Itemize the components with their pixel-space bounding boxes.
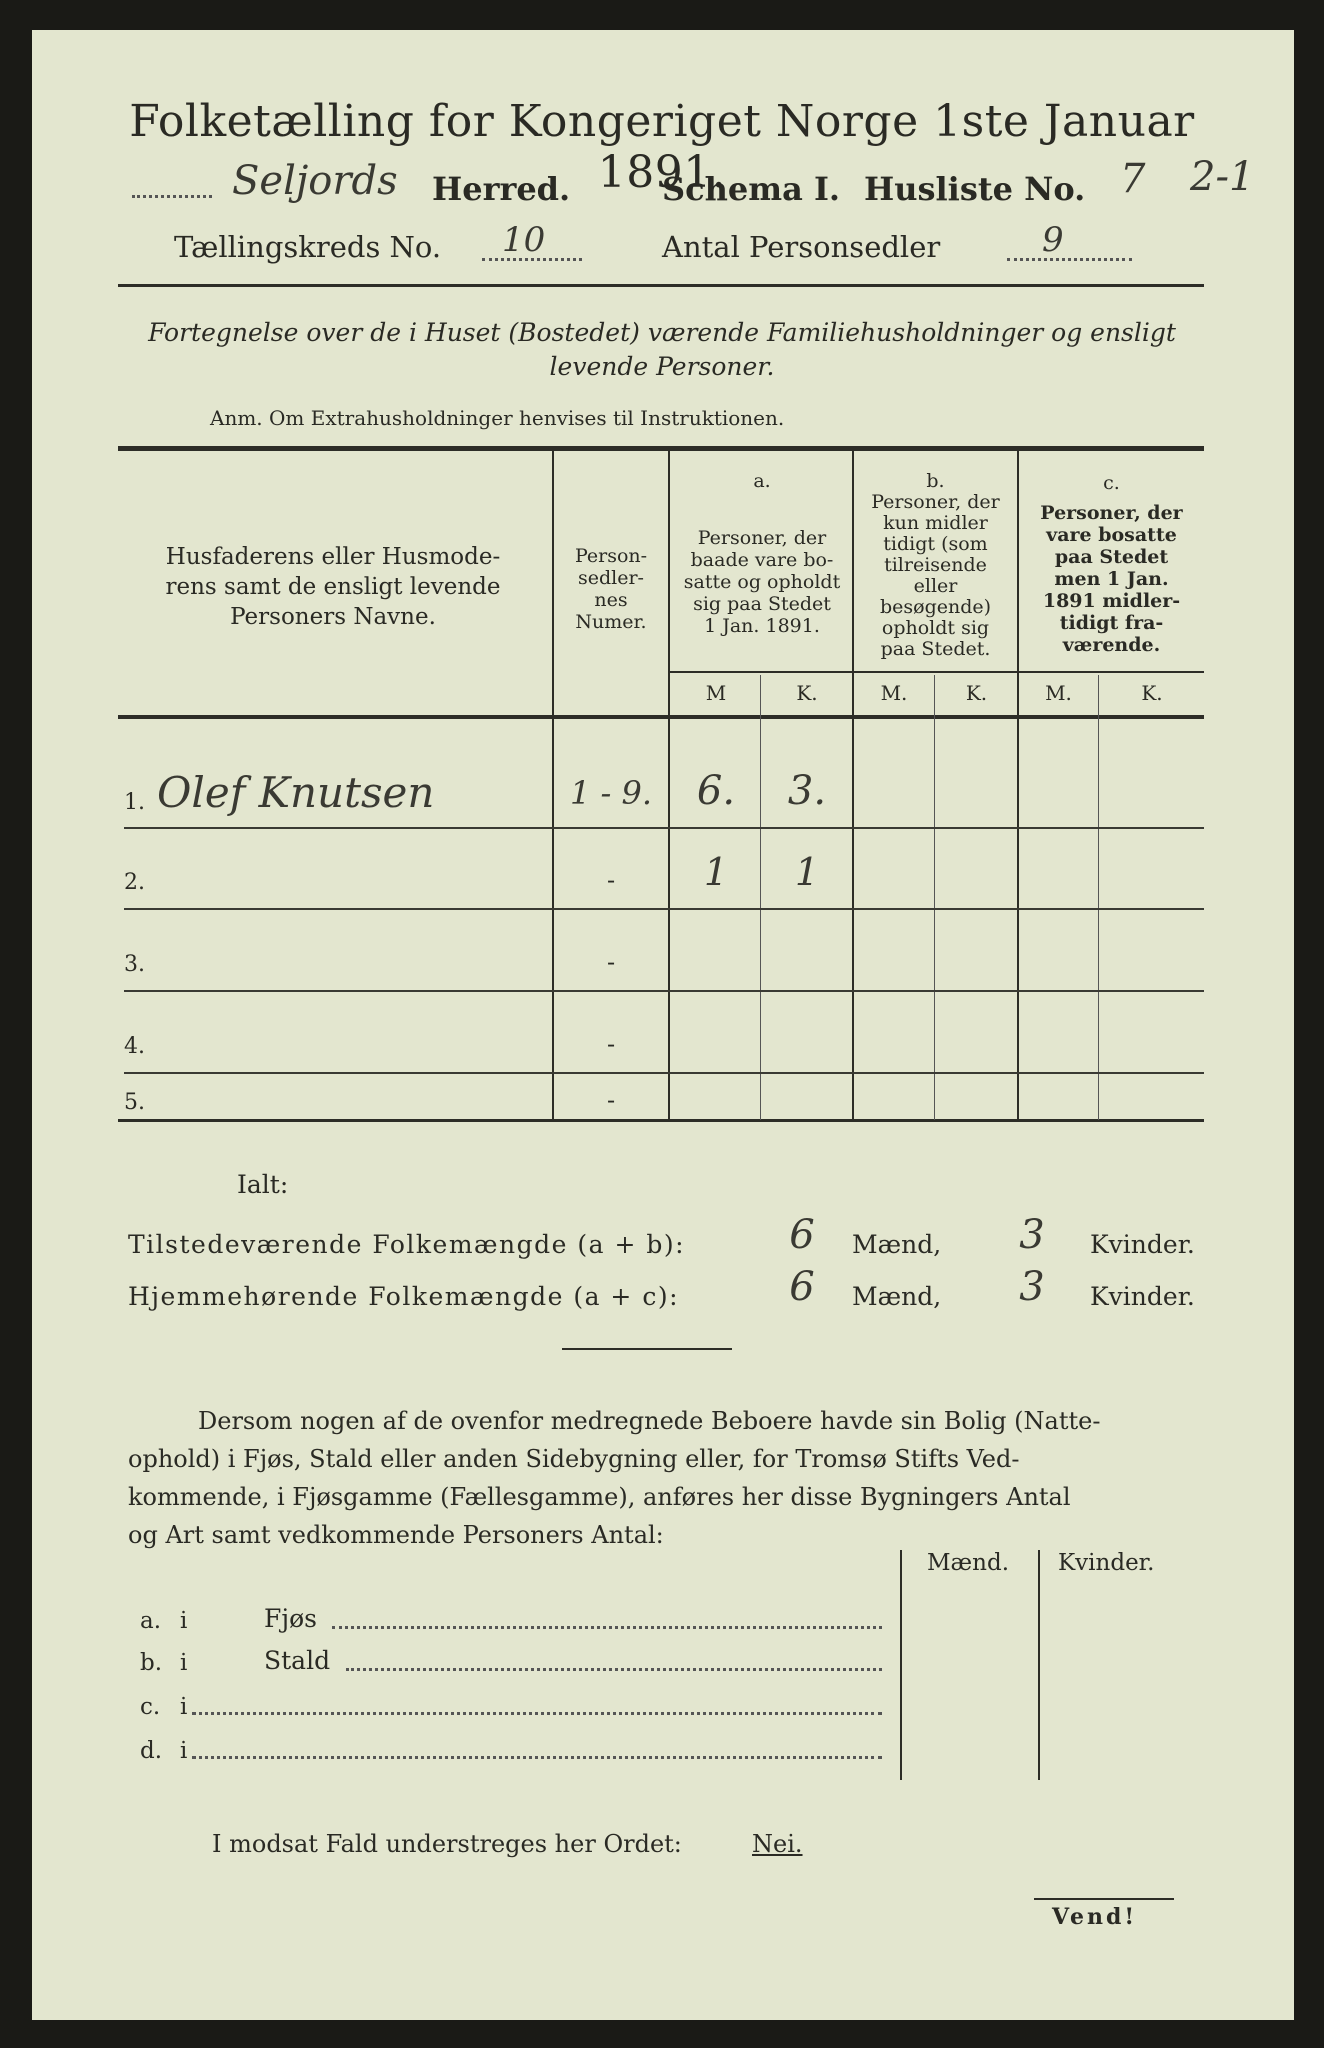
husliste-label: Husliste No. xyxy=(864,170,1086,208)
table-bottom-rule xyxy=(118,1119,1204,1122)
mk-b-m: M. xyxy=(880,681,908,705)
mk-b-k: K. xyxy=(965,681,988,705)
col-b-line2: kun midler xyxy=(883,512,988,534)
kreds-dotline xyxy=(482,258,582,261)
nei-instruction: I modsat Fald understreges her Ordet: xyxy=(212,1830,682,1858)
col-b-line1: Personer, der xyxy=(871,491,1000,513)
item-i: i xyxy=(180,1650,188,1676)
mk-c-m: M. xyxy=(1045,681,1072,705)
row-a-k: 1 xyxy=(794,850,820,894)
row-a-m: 6. xyxy=(696,768,736,814)
nei-word: Nei. xyxy=(752,1830,803,1858)
item-letter: c. xyxy=(140,1694,161,1720)
row-number: 2. xyxy=(124,870,145,895)
tilstede-maend-label: Mænd, xyxy=(852,1230,942,1259)
row-4-rule xyxy=(124,1072,1204,1074)
item-i: i xyxy=(180,1738,188,1764)
extra-col-maend: Mænd. xyxy=(927,1550,1010,1576)
col-numer-header xyxy=(554,545,668,633)
col-names-line3: Personers Navne. xyxy=(230,604,436,630)
husliste-value: 7 xyxy=(1120,156,1146,202)
row-3-rule xyxy=(124,990,1204,992)
col-c-line4: men 1 Jan. xyxy=(1054,568,1169,590)
row-1-rule xyxy=(124,827,1204,829)
item-label: Fjøs xyxy=(264,1604,317,1633)
col-b-line4: tilreisende xyxy=(884,554,987,576)
intro-line1: Fortegnelse over de i Huset (Bostedet) værende Familiehusholdninger og ensligt xyxy=(148,318,1176,347)
row-numer: 1 - 9. xyxy=(569,774,653,812)
col-names-header xyxy=(128,542,538,632)
col-numer-line3: nes xyxy=(594,589,628,611)
extra-col-divider-1 xyxy=(900,1550,902,1780)
tilstede-maend-value: 6 xyxy=(789,1212,815,1258)
col-b-letter: b. xyxy=(926,470,945,492)
anm-note: Anm. Om Extrahusholdninger henvises til Instruktionen. xyxy=(210,406,785,430)
col-a-letter: a. xyxy=(753,470,771,492)
item-i: i xyxy=(180,1608,188,1634)
col-c-line6: tidigt fra- xyxy=(1059,612,1164,634)
col-c-line1: Personer, der xyxy=(1040,502,1183,524)
row-number: 4. xyxy=(124,1034,145,1059)
mk-a-k: K. xyxy=(796,681,818,705)
mk-c-k: K. xyxy=(1141,681,1163,705)
para-line3: kommende, i Fjøsgamme (Fællesgamme), anføres her disse Bygningers Antal xyxy=(128,1483,1071,1511)
hjemme-maend-label: Mænd, xyxy=(852,1282,942,1311)
col-a-header xyxy=(672,527,852,637)
col-c-line7: værende. xyxy=(1062,634,1161,656)
form-title: Folketælling for Kongeriget Norge 1ste Januar 1891. xyxy=(129,96,1195,198)
vend-rule xyxy=(1034,1898,1174,1900)
col-b-line8: paa Stedet. xyxy=(880,638,991,660)
col-c-line2: vare bosatte xyxy=(1046,524,1177,546)
hjemme-label: Hjemmehørende Folkemængde (a + c): xyxy=(128,1282,679,1311)
para-line4: og Art samt vedkommende Personers Antal: xyxy=(128,1521,664,1549)
row-numer: - xyxy=(606,866,616,894)
item-letter: d. xyxy=(140,1738,163,1764)
tilstede-kvinder-label: Kvinder. xyxy=(1090,1230,1195,1259)
kreds-value: 10 xyxy=(502,220,546,260)
col-a-line2: baade vare bo- xyxy=(690,549,834,571)
col-numer-line2: sedler- xyxy=(578,567,644,589)
row-name: Olef Knutsen xyxy=(157,768,435,817)
col-a-line4: sig paa Stedet xyxy=(693,593,831,615)
row-numer: - xyxy=(606,1086,616,1114)
col-c-header xyxy=(1019,502,1204,656)
col-names-line1: Husfaderens eller Husmode- xyxy=(165,544,501,570)
herred-label: Herred. xyxy=(432,170,571,208)
kreds-label: Tællingskreds No. xyxy=(174,230,442,264)
census-form-page xyxy=(32,30,1294,2020)
col-divider-2 xyxy=(668,450,670,1120)
col-b-line6: besøgende) xyxy=(879,596,992,618)
col-c-letter: c. xyxy=(1103,472,1120,494)
antal-value: 9 xyxy=(1042,220,1064,260)
row-numer: - xyxy=(606,1030,616,1058)
hjemme-kvinder-value: 3 xyxy=(1019,1264,1045,1310)
item-dotline xyxy=(192,1712,882,1715)
col-a-mk-divider xyxy=(760,675,761,1120)
item-label: Stald xyxy=(264,1646,331,1675)
para-line1: Dersom nogen af de ovenfor medregnede Beboere havde sin Bolig (Natte- xyxy=(198,1407,1101,1435)
tilstede-kvinder-value: 3 xyxy=(1019,1212,1045,1258)
husliste-extra: 2-1 xyxy=(1190,154,1255,200)
col-b-line3: tidigt (som xyxy=(883,533,988,555)
item-dotline xyxy=(346,1668,882,1671)
row-number: 3. xyxy=(124,952,145,977)
col-a-line1: Personer, der xyxy=(697,527,827,549)
col-a-line5: 1 Jan. 1891. xyxy=(704,615,820,637)
herred-value: Seljords xyxy=(232,158,398,204)
hjemme-maend-value: 6 xyxy=(789,1264,815,1310)
col-c-line5: 1891 midler- xyxy=(1042,590,1181,612)
extra-col-divider-2 xyxy=(1038,1550,1040,1780)
extra-col-kvinder: Kvinder. xyxy=(1058,1550,1155,1576)
col-a-line3: satte og opholdt xyxy=(683,571,841,593)
col-c-mk-divider xyxy=(1098,675,1099,1120)
col-c-line3: paa Stedet xyxy=(1054,546,1169,568)
item-letter: b. xyxy=(140,1650,163,1676)
col-b-line5: eller xyxy=(913,575,958,597)
col-b-mk-divider xyxy=(934,675,935,1120)
section-divider xyxy=(562,1348,732,1350)
table-top-rule xyxy=(118,446,1204,451)
row-2-rule xyxy=(124,908,1204,910)
row-numer: - xyxy=(606,948,616,976)
row-a-k: 3. xyxy=(787,768,827,814)
ialt-label: Ialt: xyxy=(237,1170,289,1199)
tilstede-label: Tilstedeværende Folkemængde (a + b): xyxy=(128,1230,686,1259)
col-names-line2: rens samt de ensligt levende xyxy=(165,574,501,600)
antal-label: Antal Personsedler xyxy=(662,230,941,264)
row-number: 5. xyxy=(124,1090,145,1115)
vend-label: Vend! xyxy=(1052,1904,1138,1930)
col-b-line7: opholdt sig xyxy=(881,617,990,639)
col-numer-line1: Person- xyxy=(574,545,648,567)
row-number: 1. xyxy=(124,790,145,815)
col-numer-line4: Numer. xyxy=(575,611,647,633)
hjemme-kvinder-label: Kvinder. xyxy=(1090,1282,1195,1311)
intro-line2: levende Personer. xyxy=(549,352,775,381)
item-letter: a. xyxy=(140,1608,162,1634)
herred-dotline xyxy=(132,195,212,198)
para-line2: ophold) i Fjøs, Stald eller anden Sidebygning eller, for Tromsø Stifts Ved- xyxy=(128,1445,1020,1473)
mk-rule xyxy=(668,671,1204,673)
item-dotline xyxy=(332,1626,882,1629)
item-dotline xyxy=(192,1756,882,1759)
antal-dotline xyxy=(1007,258,1132,261)
sidebygning-paragraph xyxy=(128,1402,1208,1554)
mk-a-m: M xyxy=(705,681,727,705)
table-head-rule xyxy=(118,715,1204,719)
row-a-m: 1 xyxy=(703,850,729,894)
col-b-header xyxy=(854,492,1017,660)
item-i: i xyxy=(180,1694,188,1720)
schema-label: Schema I. xyxy=(662,170,841,208)
header-rule xyxy=(118,284,1204,287)
